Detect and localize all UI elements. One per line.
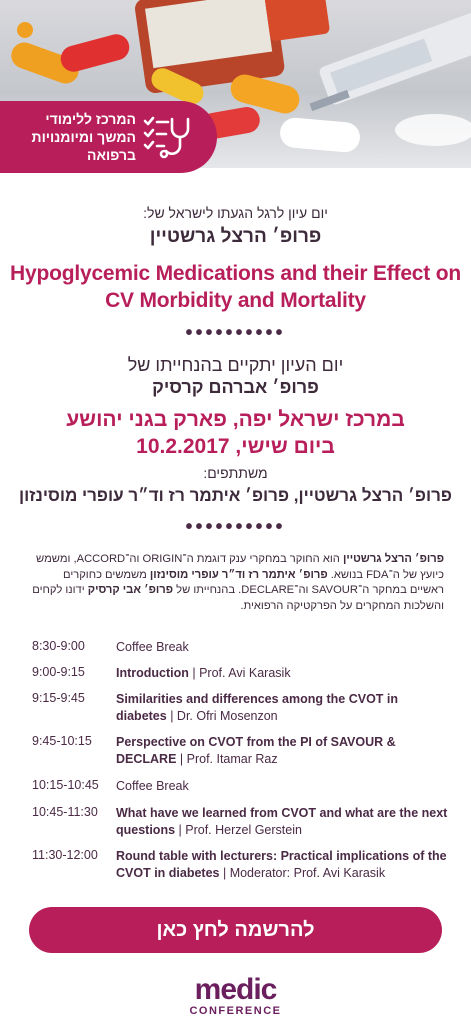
schedule-time: 10:15-10:45 [32,778,99,792]
participants-names: פרופ׳ הרצל גרשטיין, פרופ׳ איתמר רז וד״ר עופרי מוסינזון [19,486,452,505]
schedule-time: 9:15-9:45 [32,691,85,705]
event-title: Hypoglycemic Medications and their Effect on CV Morbidity and Mortality [10,262,461,312]
schedule-time: 9:00-9:15 [32,665,85,679]
schedule-time: 8:30-9:00 [32,639,85,653]
schedule-desc: Introduction | Prof. Avi Karasik [116,666,291,680]
schedule-time: 9:45-10:15 [32,734,92,748]
register-button[interactable]: להרשמה לחץ כאן [29,907,442,953]
schedule-desc: Similarities and differences among the CVOT in diabetes | Dr. Ofri Mosenzon [116,692,399,723]
schedule-time: 10:45-11:30 [32,805,98,819]
led-by-name: פרופ׳ אברהם קרסיק [152,377,319,397]
location: במרכז ישראל יפה, פארק בגני יהושע [66,408,405,431]
medic-conference-logo [0,975,471,1017]
schedule-desc: Coffee Break [116,779,189,793]
logo-sub-text: CONFERENCE [189,1005,282,1017]
led-by-label: יום העיון יתקיים בהנחייתו של [127,355,344,375]
description-paragraph: פרופ׳ הרצל גרשטיין הוא החוקר במחקרי ענק דוגמת ה־ORIGIN וה־ACCORD, ומשמש כיועץ של ה־FDA בנושא. פרופ׳ איתמר רז וד״ר עופרי מוסינזון משמשים כחוקרים ראשיים במחקר ה־SAVOUR וה־DECLARE. בהנחייתו של פרופ׳ אבי קרסיק ידונו לקחים והשלכות המחקרים על הפרקטיקה הרפואית. [32,553,444,612]
checklist-stethoscope-icon [142,113,192,161]
participants-label: משתתפים: [203,465,268,481]
center-badge [0,101,217,173]
dots-divider: •••••••••• [185,322,286,344]
intro-line: יום עיון לרגל הגעתו לישראל של: [143,205,328,221]
event-date: ביום שישי, 10.2.2017 [136,435,335,458]
dots-divider-2: •••••••••• [185,516,286,538]
schedule-time: 11:30-12:00 [32,848,98,862]
schedule-desc: Round table with lecturers: Practical implications of the CVOT in diabetes | Moderator: Prof. Avi Karasik [116,849,447,880]
schedule-desc: What have we learned from CVOT and what are the next questions | Prof. Herzel Gerstein [116,806,448,837]
schedule-desc: Coffee Break [116,640,189,654]
logo-main-text: medic [194,973,277,1006]
schedule-desc: Perspective on CVOT from the PI of SAVOUR & DECLARE | Prof. Itamar Raz [116,735,396,766]
location-date [0,406,471,460]
center-badge-text: המרכז ללימודי המשך ומיומנויות ברפואה [31,111,136,163]
guest-name: פרופ׳ הרצל גרשטיין [149,226,322,247]
